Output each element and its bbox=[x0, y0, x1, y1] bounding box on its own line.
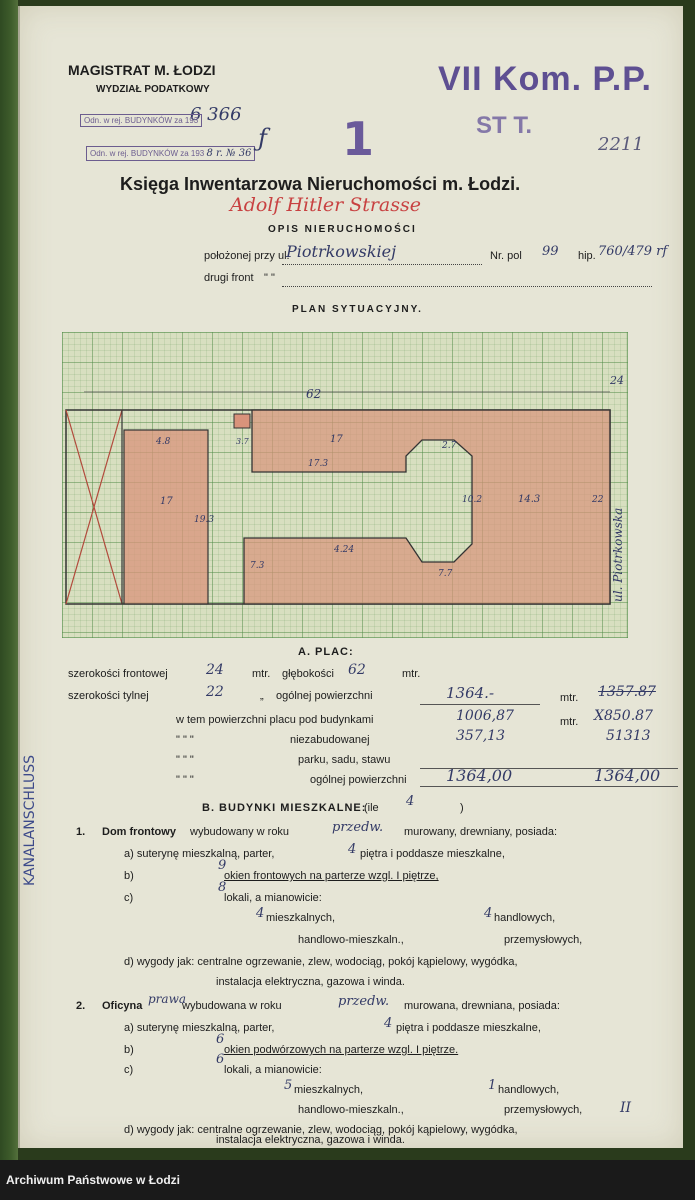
archive-name: Archiwum Państwowe w Łodzi bbox=[6, 1173, 181, 1187]
budynki-count: 4 bbox=[406, 794, 415, 809]
building-2-a-end: piętra i poddasze mieszkalne, bbox=[396, 1022, 541, 1034]
general-area-correction: 1357.87 bbox=[598, 684, 656, 700]
general-area-line bbox=[420, 704, 540, 705]
nr-value: 99 bbox=[542, 244, 559, 259]
ditto-2: " " " bbox=[176, 754, 194, 766]
register-stamp-1: Odn. w rej. BUDYNKÓW za 193 bbox=[80, 114, 202, 127]
street-underline bbox=[282, 264, 482, 265]
building-2-name: Oficyna bbox=[102, 1000, 143, 1012]
budynki-count-label: (ile bbox=[364, 802, 379, 814]
building-2-b-letter: b) bbox=[124, 1044, 134, 1056]
building-1-shops: handlowych, bbox=[494, 912, 556, 924]
building-1-residential-count: 4 bbox=[256, 906, 265, 921]
building-2-amenities-2: instalacja elektryczna, gazowa i winda. bbox=[216, 1134, 405, 1146]
hip-label: hip. bbox=[578, 250, 596, 262]
building-2-c-letter: c) bbox=[124, 1064, 134, 1076]
building-1-shops-count: 4 bbox=[484, 906, 493, 921]
building-1-mixed: handlowo-mieszkaln., bbox=[298, 934, 404, 946]
built-area-label: w tem powierzchni placu pod budynkami bbox=[176, 714, 374, 726]
building-2-side: prawa bbox=[148, 992, 186, 1006]
building-2-b-text: okien podwórzowych na parterze wzgl. I piętrze. bbox=[224, 1044, 459, 1056]
plan-label-0: 4.8 bbox=[156, 437, 171, 447]
register-stamp-2 bbox=[86, 146, 255, 161]
building-2-residential: mieszkalnych, bbox=[294, 1084, 364, 1096]
side-stamp-kanalanschluss: KANALANSCHLUSS bbox=[22, 754, 38, 886]
building-1-industrial: przemysłowych, bbox=[504, 934, 583, 946]
unbuilt-area-correction: 51313 bbox=[606, 728, 651, 744]
building-1-residential: mieszkalnych, bbox=[266, 912, 336, 924]
commission-stamp: VII Kom. P.P. bbox=[438, 60, 652, 98]
front-width-value: 24 bbox=[206, 662, 224, 678]
register-stamp-2-text: Odn. w rej. BUDYNKÓW za 193 bbox=[90, 149, 205, 158]
general-area-value: 1364.- bbox=[446, 684, 495, 702]
plan-title: PLAN SYTUACYJNY. bbox=[292, 304, 423, 315]
building-1-b-windows: 9 bbox=[218, 858, 227, 873]
plan-label-7: 4.24 bbox=[334, 545, 355, 555]
plan-label-1: 17 bbox=[160, 496, 173, 507]
building-2-shops: handlowych, bbox=[498, 1084, 560, 1096]
building-2-shops-count: 1 bbox=[488, 1078, 497, 1093]
signature-mark: ƒ bbox=[258, 124, 267, 152]
document-page bbox=[18, 6, 683, 1148]
second-front-label: drugi front bbox=[204, 272, 254, 284]
building-1-material: murowany, drewniany, posiada: bbox=[404, 826, 558, 838]
ditto-1: " " " bbox=[176, 734, 194, 746]
total-area-value: 1364,00 bbox=[446, 766, 513, 785]
page-number-pencil: 2211 bbox=[598, 134, 644, 155]
building-2-amenities: d) wygody jak: centralne ogrzewanie, zlew, wodociąg, pokój kąpielowy, wygódka, bbox=[124, 1124, 518, 1136]
site-plan bbox=[62, 332, 628, 638]
nr-label: Nr. pol bbox=[490, 250, 522, 262]
plan-label-8: 7.3 bbox=[250, 561, 265, 571]
plan-label-3: 17 bbox=[330, 434, 343, 445]
plan-measure-top: 62 bbox=[306, 387, 322, 401]
built-area-value: 1006,87 bbox=[456, 708, 514, 724]
front-width-label: szerokości frontowej bbox=[68, 668, 168, 680]
book-spine bbox=[0, 0, 18, 1160]
office-name: MAGISTRAT M. ŁODZI bbox=[68, 62, 216, 78]
building-1-c-units: 8 bbox=[218, 880, 227, 895]
rear-width-value: 22 bbox=[206, 684, 224, 700]
rear-ditto: „ bbox=[260, 690, 264, 702]
building-2-year: przedw. bbox=[338, 994, 390, 1009]
hip-value: 760/479 rf bbox=[598, 244, 668, 259]
building-1-a-floors: 4 bbox=[348, 842, 357, 857]
park-label: parku, sadu, stawu bbox=[298, 754, 391, 766]
office-department: WYDZIAŁ PODATKOWY bbox=[96, 84, 210, 95]
second-front-underline bbox=[282, 286, 652, 287]
building-2-mixed: handlowo-mieszkaln., bbox=[298, 1104, 404, 1116]
rear-width-label: szerokości tylnej bbox=[68, 690, 149, 702]
building-1-c-letter: c) bbox=[124, 892, 134, 904]
depth-unit: mtr. bbox=[402, 668, 421, 680]
unbuilt-area-label: niezabudowanej bbox=[290, 734, 370, 746]
plan-label-6: 10.2 bbox=[462, 495, 483, 505]
building-1-year: przedw. bbox=[332, 820, 384, 835]
building-1-a: a) suterynę mieszkalną, parter, bbox=[124, 848, 275, 860]
small-annex bbox=[234, 414, 250, 428]
total-area-label: ogólnej powierzchni bbox=[310, 774, 407, 786]
building-1-amenities-2: instalacja elektryczna, gazowa i winda. bbox=[216, 976, 405, 988]
general-area-label: ogólnej powierzchni bbox=[276, 690, 373, 702]
plan-label-5: 2.7 bbox=[442, 441, 457, 451]
building-2-c-text: lokali, a mianowicie: bbox=[224, 1064, 322, 1076]
ditto-3: " " " bbox=[176, 774, 194, 786]
budynki-count-close: ) bbox=[460, 802, 464, 814]
front-width-unit: mtr. bbox=[252, 668, 271, 680]
building-2-built-text: wybudowana w roku bbox=[182, 1000, 282, 1012]
street-label: położonej przy ul. bbox=[204, 250, 290, 262]
budynki-heading: B. BUDYNKI MIESZKALNE: bbox=[202, 802, 367, 814]
building-2-c-units: 6 bbox=[216, 1052, 225, 1067]
building-1-a-end: piętra i poddasze mieszkalne, bbox=[360, 848, 505, 860]
register-stamp-2-hand: 8 r. № 36 bbox=[206, 148, 252, 159]
street-value: Piotrkowskiej bbox=[286, 242, 397, 261]
second-front-value: " " bbox=[264, 272, 275, 284]
unbuilt-area-value: 357,13 bbox=[456, 728, 505, 744]
plan-label-11: 14.3 bbox=[518, 494, 541, 505]
building-1-b-letter: b) bbox=[124, 870, 134, 882]
plan-label-10: 3.7 bbox=[236, 437, 249, 446]
depth-value: 62 bbox=[348, 662, 366, 678]
building-1-amenities: d) wygody jak: centralne ogrzewanie, zlew, wodociąg, pokój kąpielowy, wygódka, bbox=[124, 956, 518, 968]
general-area-unit: mtr. bbox=[560, 692, 579, 704]
large-number-stamp: 1 bbox=[342, 112, 375, 166]
built-area-correction: X850.87 bbox=[594, 708, 653, 724]
plan-label-9: 7.7 bbox=[438, 569, 453, 579]
owner-handwritten: Adolf Hitler Strasse bbox=[230, 194, 422, 216]
building-2-number: 2. bbox=[76, 1000, 86, 1012]
archive-footer bbox=[0, 1160, 695, 1200]
building-1-number: 1. bbox=[76, 826, 86, 838]
building-2-a: a) suterynę mieszkalną, parter, bbox=[124, 1022, 275, 1034]
building-1-b-text: okien frontowych na parterze wzgl. I piętrze, bbox=[224, 870, 439, 882]
building-1-name: Dom frontowy bbox=[102, 826, 176, 838]
plan-label-12: 22 bbox=[592, 495, 604, 505]
building-2-industrial: przemysłowych, bbox=[504, 1104, 583, 1116]
plac-heading: A. PLAC: bbox=[298, 646, 354, 658]
building-2-residential-count: 5 bbox=[284, 1078, 293, 1093]
building-1-c-text: lokali, a mianowicie: bbox=[224, 892, 322, 904]
built-area-unit: mtr. bbox=[560, 716, 579, 728]
plan-measure-right: 24 bbox=[610, 374, 624, 387]
building-2-material: murowana, drewniana, posiada: bbox=[404, 1000, 560, 1012]
depth-label: głębokości bbox=[282, 668, 334, 680]
plan-label-4: 17.3 bbox=[308, 459, 329, 469]
building-2-b-windows: 6 bbox=[216, 1032, 225, 1047]
page-mark: II bbox=[620, 1100, 632, 1116]
building-1-built-text: wybudowany w roku bbox=[190, 826, 290, 838]
st-stamp: ST T. bbox=[476, 112, 533, 139]
plan-label-2: 19.3 bbox=[194, 515, 215, 525]
building-2-a-floors: 4 bbox=[384, 1016, 393, 1031]
total-area-correction: 1364,00 bbox=[594, 766, 661, 785]
section-subtitle: OPIS NIERUCHOMOŚCI bbox=[268, 224, 417, 235]
total-line bbox=[420, 786, 678, 787]
register-number: 6 366 bbox=[190, 104, 242, 125]
plan-street-label: ul. Piotrkowska bbox=[611, 507, 625, 602]
page-title: Księga Inwentarzowa Nieruchomości m. Łodzi. bbox=[120, 174, 521, 194]
